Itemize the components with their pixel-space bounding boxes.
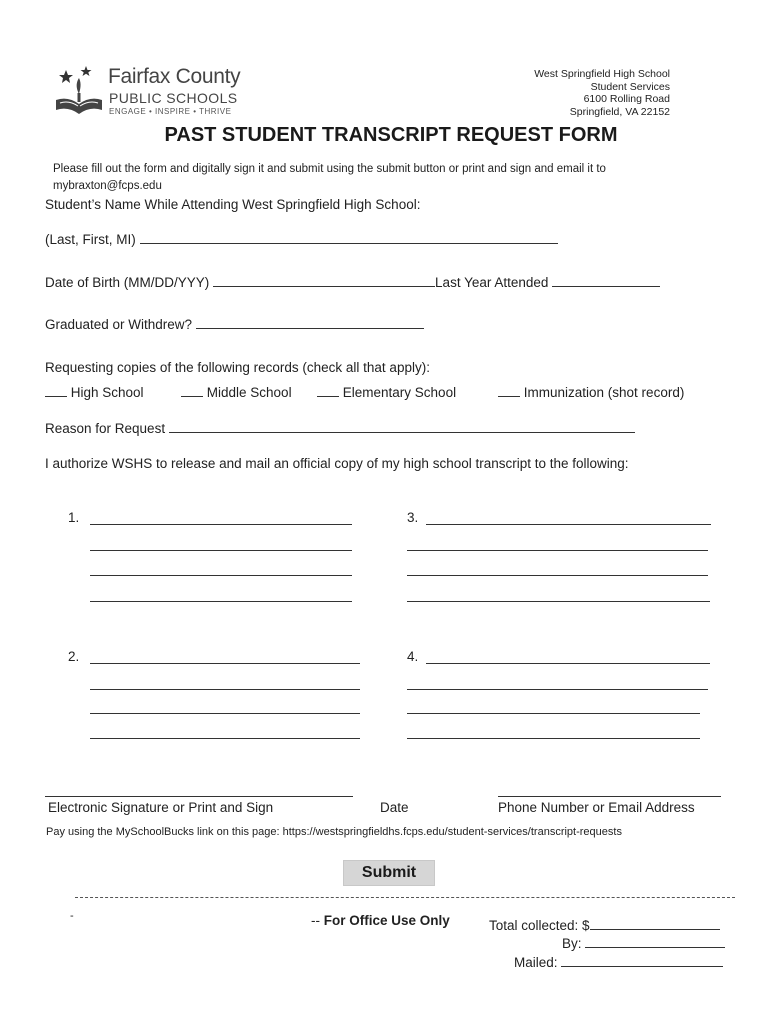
logo-line-2: PUBLIC SCHOOLS — [109, 90, 238, 106]
torch-book-icon — [52, 64, 106, 118]
last-year-field[interactable] — [552, 275, 660, 287]
address-1-line-4[interactable] — [90, 601, 352, 602]
by-row — [562, 936, 725, 951]
address-4-line-3[interactable] — [407, 713, 700, 714]
office-use-heading — [311, 913, 450, 928]
address-line: Springfield, VA 22152 — [569, 105, 670, 118]
address-3-line-3[interactable] — [407, 575, 708, 576]
dash-mark: - — [70, 910, 74, 922]
dob-field[interactable] — [213, 275, 435, 287]
address-3-line-1[interactable] — [426, 524, 711, 525]
address-4-line-1[interactable] — [426, 663, 710, 664]
student-name-heading: Student’s Name While Attending West Springfield High School: — [45, 197, 421, 212]
address-3-line-4[interactable] — [407, 601, 710, 602]
logo-tagline: ENGAGE • INSPIRE • THRIVE — [109, 107, 232, 116]
address-line: West Springfield High School — [534, 68, 670, 80]
record-label: Immunization (shot record) — [523, 385, 685, 400]
address-line: 6100 Rolling Road — [583, 93, 670, 105]
record-option-high-school[interactable] — [45, 385, 144, 400]
record-option-immunization[interactable] — [498, 385, 684, 400]
address-4-line-4[interactable] — [407, 738, 700, 739]
records-heading: Requesting copies of the following records (check all that apply): — [45, 360, 430, 375]
address-number-1: 1. — [68, 510, 80, 525]
address-number-3: 3. — [407, 510, 419, 525]
name-row — [45, 232, 558, 247]
mailed-field[interactable] — [561, 955, 723, 967]
address-2-line-1[interactable] — [90, 663, 360, 664]
graduated-row — [45, 317, 424, 332]
form-title: PAST STUDENT TRANSCRIPT REQUEST FORM — [164, 124, 618, 146]
mailed-row — [514, 955, 723, 970]
phone-email-label: Phone Number or Email Address — [498, 800, 695, 815]
total-collected-row — [489, 918, 720, 933]
address-2-line-4[interactable] — [90, 738, 360, 739]
record-option-elementary-school[interactable] — [317, 385, 456, 400]
address-number-2: 2. — [68, 649, 80, 664]
dob-label: Date of Birth (MM/DD/YYY) — [45, 275, 214, 290]
name-field[interactable] — [140, 232, 558, 244]
address-2-line-2[interactable] — [90, 689, 360, 690]
address-1-line-3[interactable] — [90, 575, 352, 576]
fcps-logo — [52, 64, 267, 120]
total-label: Total collected: $ — [489, 918, 590, 933]
signature-label: Electronic Signature or Print and Sign — [48, 800, 274, 815]
graduated-label: Graduated or Withdrew? — [45, 317, 196, 332]
address-line: Student Services — [590, 80, 670, 93]
reason-row — [45, 421, 635, 436]
record-label: Middle School — [206, 385, 292, 400]
date-label: Date — [380, 800, 409, 815]
name-label: (Last, First, MI) — [45, 232, 140, 247]
signature-field[interactable] — [45, 796, 353, 797]
school-address — [534, 68, 670, 118]
submit-button[interactable]: Submit — [343, 860, 435, 886]
graduated-field[interactable] — [196, 317, 424, 329]
reason-field[interactable] — [169, 421, 635, 433]
cut-line-divider — [75, 897, 735, 898]
address-1-line-2[interactable] — [90, 550, 352, 551]
check-blank[interactable] — [181, 385, 203, 397]
check-blank[interactable] — [45, 385, 67, 397]
record-label: Elementary School — [342, 385, 457, 400]
last-year-label: Last Year Attended — [435, 275, 553, 290]
office-prefix: -- — [311, 913, 324, 928]
address-4-line-2[interactable] — [407, 689, 708, 690]
address-2-line-3[interactable] — [90, 713, 360, 714]
by-label: By: — [562, 936, 586, 951]
record-label: High School — [70, 385, 144, 400]
address-number-4: 4. — [407, 649, 419, 664]
total-field[interactable] — [590, 918, 720, 930]
office-label: For Office Use Only — [323, 913, 450, 928]
check-blank[interactable] — [317, 385, 339, 397]
by-field[interactable] — [585, 936, 725, 948]
intro-text: Please fill out the form and digitally sign it and submit using the submit button or print and sign and email it to mybraxton@fcps.edu — [53, 163, 606, 192]
phone-email-field[interactable] — [498, 796, 721, 797]
address-3-line-2[interactable] — [407, 550, 708, 551]
mailed-label: Mailed: — [514, 955, 562, 970]
payment-note: Pay using the MySchoolBucks link on this page: https://westspringfieldhs.fcps.edu/student-services/transcript-requests — [46, 826, 622, 838]
dob-row — [45, 275, 660, 290]
address-1-line-1[interactable] — [90, 524, 352, 525]
authorize-text: I authorize WSHS to release and mail an official copy of my high school transcript to the following: — [45, 456, 629, 471]
logo-line-1: Fairfax County — [108, 65, 241, 88]
record-option-middle-school[interactable] — [181, 385, 292, 400]
check-blank[interactable] — [498, 385, 520, 397]
reason-label: Reason for Request — [45, 421, 169, 436]
